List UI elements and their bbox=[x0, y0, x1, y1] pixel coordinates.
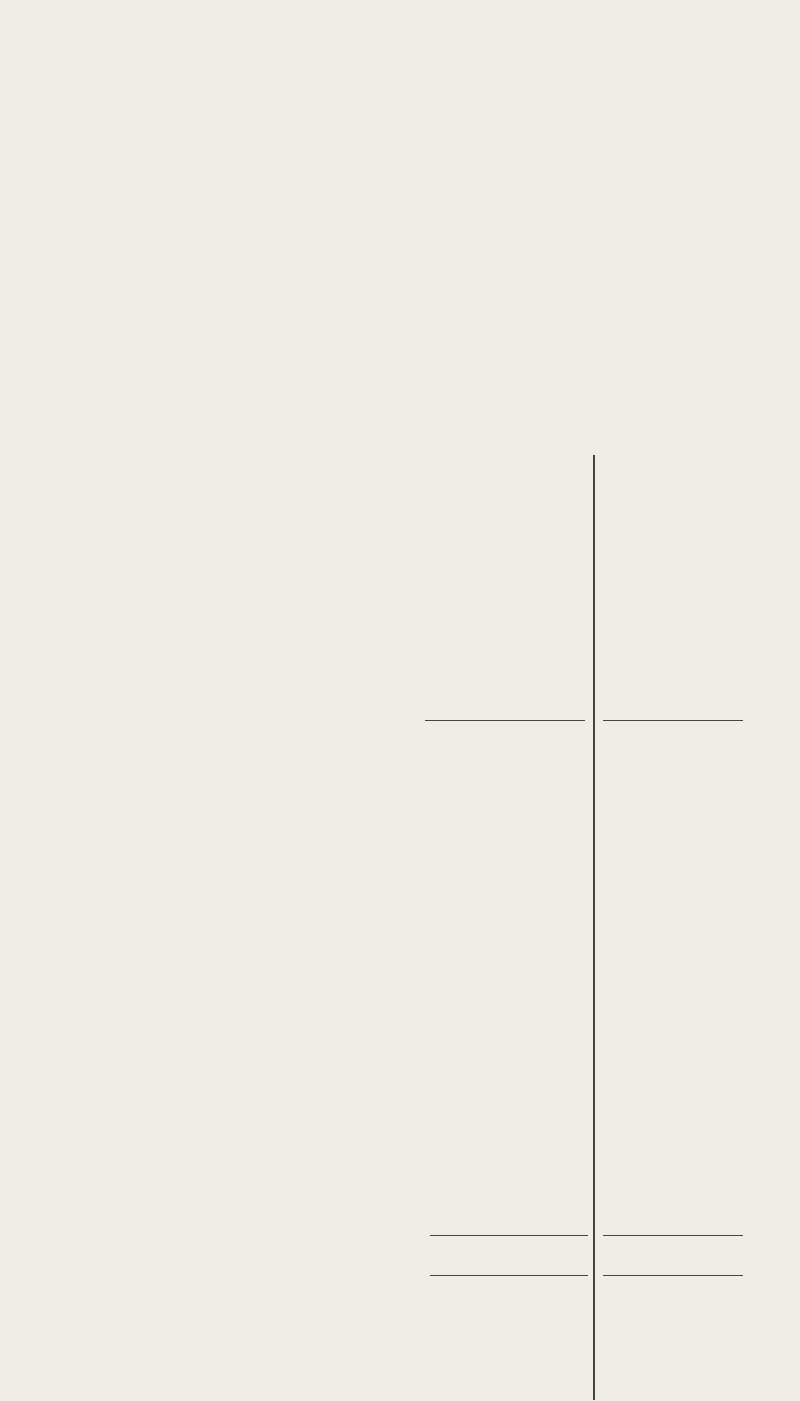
grandtotal-top-rule-1860 bbox=[603, 1235, 743, 1236]
grandtotal-bottom-rule-1859 bbox=[430, 1275, 588, 1276]
column-divider bbox=[593, 455, 595, 1400]
subtotal-rule-1860 bbox=[603, 720, 743, 721]
subtotal-rule-1859 bbox=[425, 720, 585, 721]
grandtotal-top-rule-1859 bbox=[430, 1235, 588, 1236]
grandtotal-bottom-rule-1860 bbox=[603, 1275, 743, 1276]
